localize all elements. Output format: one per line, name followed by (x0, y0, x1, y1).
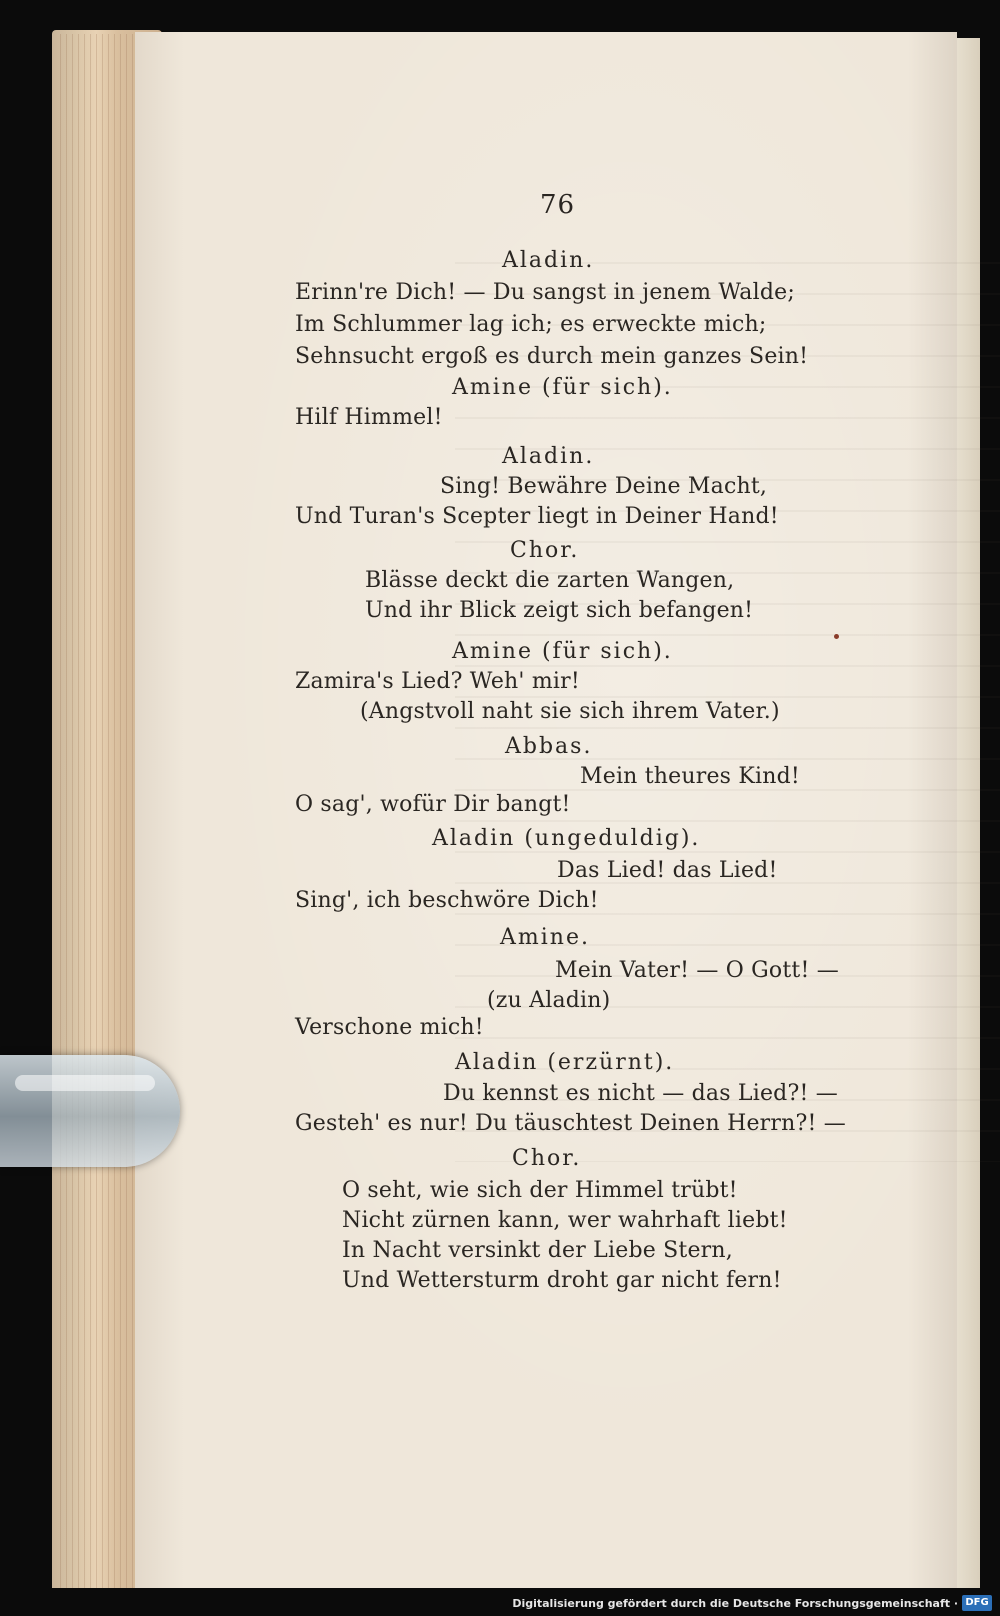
page-number: 76 (540, 190, 576, 220)
verse-line: Sing! Bewähre Deine Macht, (440, 474, 768, 499)
verse-line: Verschone mich! (295, 1015, 484, 1040)
funding-credit: Digitalisierung gefördert durch die Deutsche Forschungsgemeinschaft · (512, 1597, 958, 1610)
speaker-line: Aladin. (502, 444, 595, 469)
speaker-line: Aladin. (502, 248, 595, 273)
verse-line: Nicht zürnen kann, wer wahrhaft liebt! (342, 1208, 788, 1233)
verse-line: O seht, wie sich der Himmel trübt! (342, 1178, 738, 1203)
verse-line: In Nacht versinkt der Liebe Stern, (342, 1238, 733, 1263)
verse-line: Sing', ich beschwöre Dich! (295, 888, 599, 913)
speaker-line: Aladin (ungeduldig). (432, 826, 701, 851)
speaker-line: Abbas. (505, 734, 593, 759)
verse-line: Und ihr Blick zeigt sich befangen! (365, 598, 754, 623)
dfg-logo: DFG (962, 1595, 992, 1611)
speaker-line: Amine (für sich). (452, 639, 673, 664)
verse-line: Das Lied! das Lied! (557, 858, 778, 883)
speaker-line: Amine (für sich). (452, 375, 673, 400)
verse-line: Mein Vater! — O Gott! — (555, 958, 839, 983)
verse-line: Im Schlummer lag ich; es erweckte mich; (295, 312, 767, 337)
speaker-line: Amine. (500, 925, 590, 950)
verse-line: Gesteh' es nur! Du täuschtest Deinen Herrn?! — (295, 1111, 846, 1136)
verse-line: Und Turan's Scepter liegt in Deiner Hand! (295, 504, 779, 529)
speaker-line: Chor. (510, 538, 580, 563)
speaker-line: Chor. (512, 1146, 582, 1171)
stage-direction: (Angstvoll naht sie sich ihrem Vater.) (360, 699, 780, 724)
clip-highlight (15, 1075, 155, 1091)
verse-line: Mein theures Kind! (580, 764, 800, 789)
verse-line: Sehnsucht ergoß es durch mein ganzes Sein! (295, 344, 809, 369)
verse-line: Und Wettersturm droht gar nicht fern! (342, 1268, 782, 1293)
speaker-line: Aladin (erzürnt). (455, 1050, 675, 1075)
verse-line: O sag', wofür Dir bangt! (295, 792, 571, 817)
verse-line: Hilf Himmel! (295, 405, 443, 430)
page-holder-clip (0, 1055, 180, 1167)
verse-line: Blässe deckt die zarten Wangen, (365, 568, 735, 593)
verse-line: Zamira's Lied? Weh' mir! (295, 669, 580, 694)
verse-line: Erinn're Dich! — Du sangst in jenem Walde; (295, 280, 795, 305)
verse-line: Du kennst es nicht — das Lied?! — (443, 1081, 838, 1106)
stage-direction: (zu Aladin) (487, 988, 611, 1013)
